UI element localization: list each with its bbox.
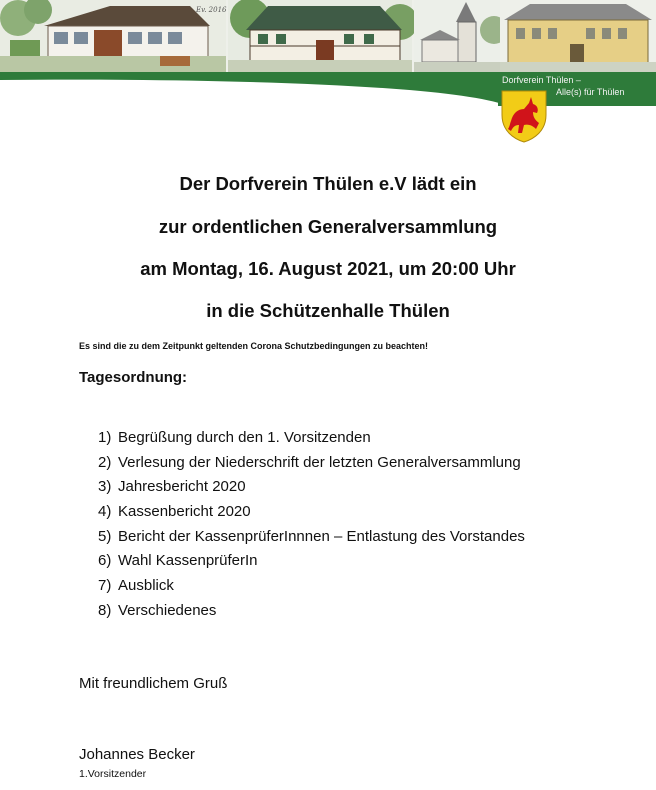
church-sketch bbox=[414, 0, 508, 72]
agenda-item-text: Kassenbericht 2020 bbox=[118, 503, 251, 521]
agenda-item-number: 3) bbox=[98, 478, 112, 496]
invitation-venue-line: in die Schützenhalle Thülen bbox=[206, 300, 450, 321]
agenda-item-number: 1) bbox=[98, 429, 112, 446]
agenda-item-text: Jahresbericht 2020 bbox=[118, 478, 246, 496]
invitation-line-1: Der Dorfverein Thülen e.V lädt ein bbox=[179, 173, 477, 194]
header-banner bbox=[0, 0, 656, 150]
agenda-item-number: 4) bbox=[98, 503, 112, 521]
signer-name: Johannes Becker bbox=[79, 746, 195, 763]
agenda-item bbox=[98, 453, 525, 478]
agenda-item-number: 7) bbox=[98, 577, 112, 595]
corona-note: Es sind die zu dem Zeitpunkt geltenden Corona Schutzbedingungen zu beachten! bbox=[79, 341, 429, 351]
agenda-item bbox=[98, 502, 525, 527]
agenda-item-number: 5) bbox=[98, 527, 112, 545]
agenda-item bbox=[98, 477, 525, 502]
club-name: Dorfverein Thülen – bbox=[502, 75, 581, 85]
agenda-item-text: Bericht der KassenprüferInnnen – Entlastung des Vorstandes bbox=[118, 527, 525, 545]
yellow-building-sketch bbox=[500, 0, 656, 72]
agenda-item-text: Wahl KassenprüferIn bbox=[118, 552, 258, 570]
invitation-line-2: zur ordentlichen Generalversammlung bbox=[158, 216, 498, 237]
agenda-item-text: Verlesung der Niederschrift der letzten Generalversammlung bbox=[118, 453, 521, 471]
coat-of-arms-icon bbox=[500, 89, 548, 143]
agenda-item-number: 8) bbox=[98, 601, 112, 619]
timbered-house-sketch bbox=[228, 0, 418, 72]
agenda-item bbox=[98, 576, 525, 601]
agenda-item bbox=[98, 601, 525, 626]
agenda-item-text: Ausblick bbox=[118, 577, 174, 595]
closing-greeting: Mit freundlichem Gruß bbox=[79, 675, 228, 692]
agenda-item-text: Begrüßung durch den 1. Vorsitzenden bbox=[118, 429, 371, 446]
agenda-item-text: Verschiedenes bbox=[118, 601, 217, 619]
agenda-item bbox=[98, 428, 525, 453]
agenda-title: Tagesordnung: bbox=[79, 369, 188, 386]
agenda-item-number: 6) bbox=[98, 552, 112, 570]
agenda-list bbox=[98, 428, 525, 626]
agenda-item bbox=[98, 551, 525, 576]
invitation-date-line: am Montag, 16. August 2021, um 20:00 Uhr bbox=[140, 258, 516, 279]
hall-sketch bbox=[0, 0, 226, 72]
club-tagline: Alle(s) für Thülen bbox=[556, 87, 625, 97]
signer-role: 1.Vorsitzender bbox=[79, 768, 147, 780]
agenda-item-number: 2) bbox=[98, 453, 112, 471]
agenda-item bbox=[98, 527, 525, 552]
drawing-signature: Ev. 2016 bbox=[196, 6, 227, 14]
